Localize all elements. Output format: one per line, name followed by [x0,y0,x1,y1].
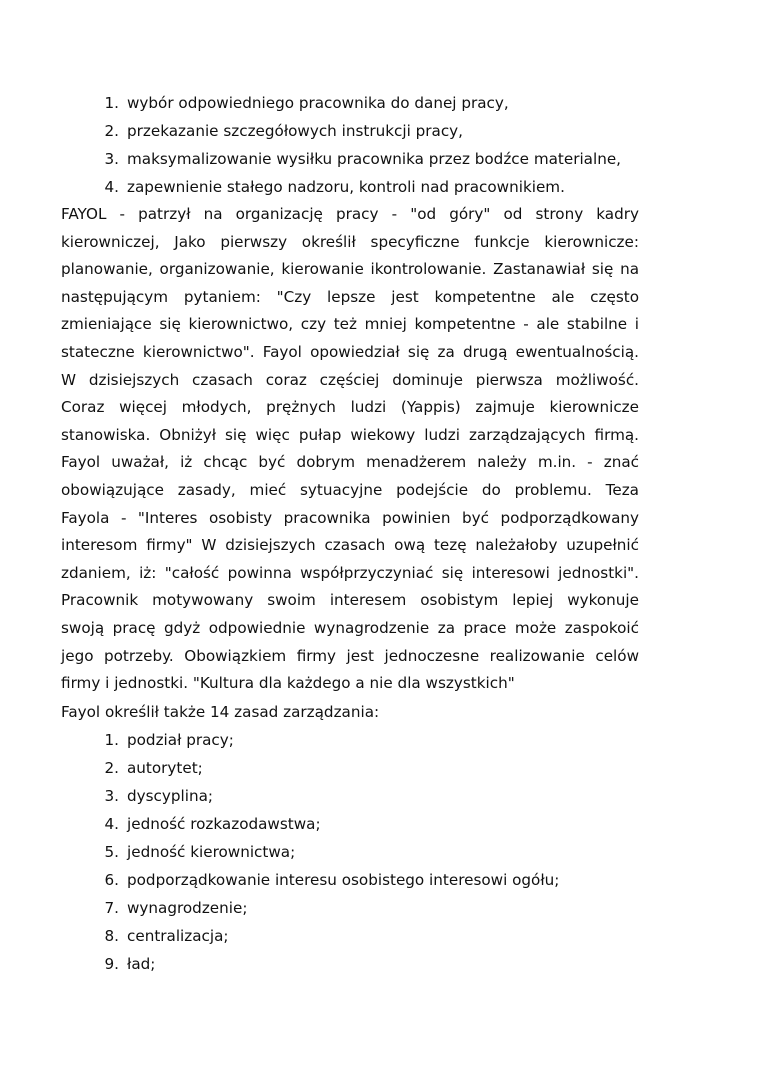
paragraph-line: firmy i jednostki. "Kultura dla każdego a nie dla wszystkich" [61,674,515,693]
list-number: 3. [104,786,119,805]
paragraph-line: swoją pracę gdyż odpowiednie wynagrodzenie za prace może zaspokoić [61,618,639,637]
list-number: 1. [104,730,119,749]
list-item [89,894,665,922]
list-item [89,866,665,894]
principles-intro: Fayol określił także 14 zasad zarządzania: [61,702,380,721]
list-number: 9. [104,955,119,974]
paragraph-line: stanowiska. Obniżył się więc pułap wiekowy ludzi zarządzających firmą. [61,425,639,444]
list-item [89,145,665,173]
list-text: ład; [127,955,156,974]
list-item [89,922,665,950]
list-text: zapewnienie stałego nadzoru, kontroli nad pracownikiem. [127,178,565,196]
list-item [89,782,665,810]
paragraph-line: interesom firmy" W dzisiejszych czasach ową tezę należałoby uzupełnić [61,536,639,555]
list-item [89,117,665,145]
paragraph-line: następującym pytaniem: "Czy lepsze jest kompetentne ale często [61,287,639,306]
list-number: 2. [104,122,119,140]
list-item [89,950,665,978]
taylor-principles-list [89,89,665,201]
paragraph-line: Fayol uważał, iż chcąc być dobrym menadżerem należy m.in. - znać [61,453,639,472]
paragraph-line: jego potrzeby. Obowiązkiem firmy jest jednoczesne realizowanie celów [61,646,639,665]
list-item [89,754,665,782]
paragraph-line: zmieniające się kierownictwo, czy też mniej kompetentne - ale stabilne i [61,315,639,334]
fayol-paragraph [61,201,639,698]
paragraph-line: kierowniczej, Jako pierwszy określił specyficzne funkcje kierownicze: [61,232,639,251]
list-text: przekazanie szczegółowych instrukcji pracy, [127,122,463,140]
paragraph-line: FAYOL - patrzył na organizację pracy - "od góry" od strony kadry [61,205,639,223]
paragraph-line: Coraz więcej młodych, prężnych ludzi (Yappis) zajmuje kierownicze [61,398,639,417]
list-text: dyscyplina; [127,786,214,805]
list-text: jedność kierownictwa; [127,843,296,862]
list-item [89,89,665,117]
list-number: 3. [104,150,119,168]
list-text: wybór odpowiedniego pracownika do danej pracy, [127,94,509,112]
list-item [89,838,665,866]
list-item [89,810,665,838]
list-number: 7. [104,899,119,918]
list-number: 5. [104,843,119,862]
paragraph-line: planowanie, organizowanie, kierowanie ikontrolowanie. Zastanawiał się na [61,260,639,279]
list-text: maksymalizowanie wysiłku pracownika przez bodźce materialne, [127,150,622,168]
paragraph-line: W dzisiejszych czasach coraz częściej dominuje pierwsza możliwość. [61,370,639,389]
paragraph-line: Pracownik motywowany swoim interesem osobistym lepiej wykonuje [61,591,639,610]
list-item [89,173,665,201]
list-text: centralizacja; [127,927,229,946]
list-number: 2. [104,758,119,777]
list-item [89,726,665,754]
list-number: 1. [104,94,119,112]
list-text: podporządkowanie interesu osobistego interesowi ogółu; [127,871,560,890]
list-text: jedność rozkazodawstwa; [127,814,321,833]
list-number: 4. [104,814,119,833]
document-page [61,89,665,979]
list-text: podział pracy; [127,730,234,749]
paragraph-line: stateczne kierownictwo". Fayol opowiedział się za drugą ewentualnością. [61,342,639,361]
list-number: 4. [104,178,119,196]
paragraph-line: Fayola - "Interes osobisty pracownika powinien być podporządkowany [61,508,639,527]
paragraph-line: obowiązujące zasady, mieć sytuacyjne podejście do problemu. Teza [61,480,639,499]
list-number: 8. [104,927,119,946]
fayol-principles-list [89,726,665,979]
list-number: 6. [104,871,119,890]
list-text: wynagrodzenie; [127,899,248,918]
paragraph-line: zdaniem, iż: "całość powinna współprzyczyniać się interesowi jednostki". [61,563,639,582]
list-text: autorytet; [127,758,203,777]
